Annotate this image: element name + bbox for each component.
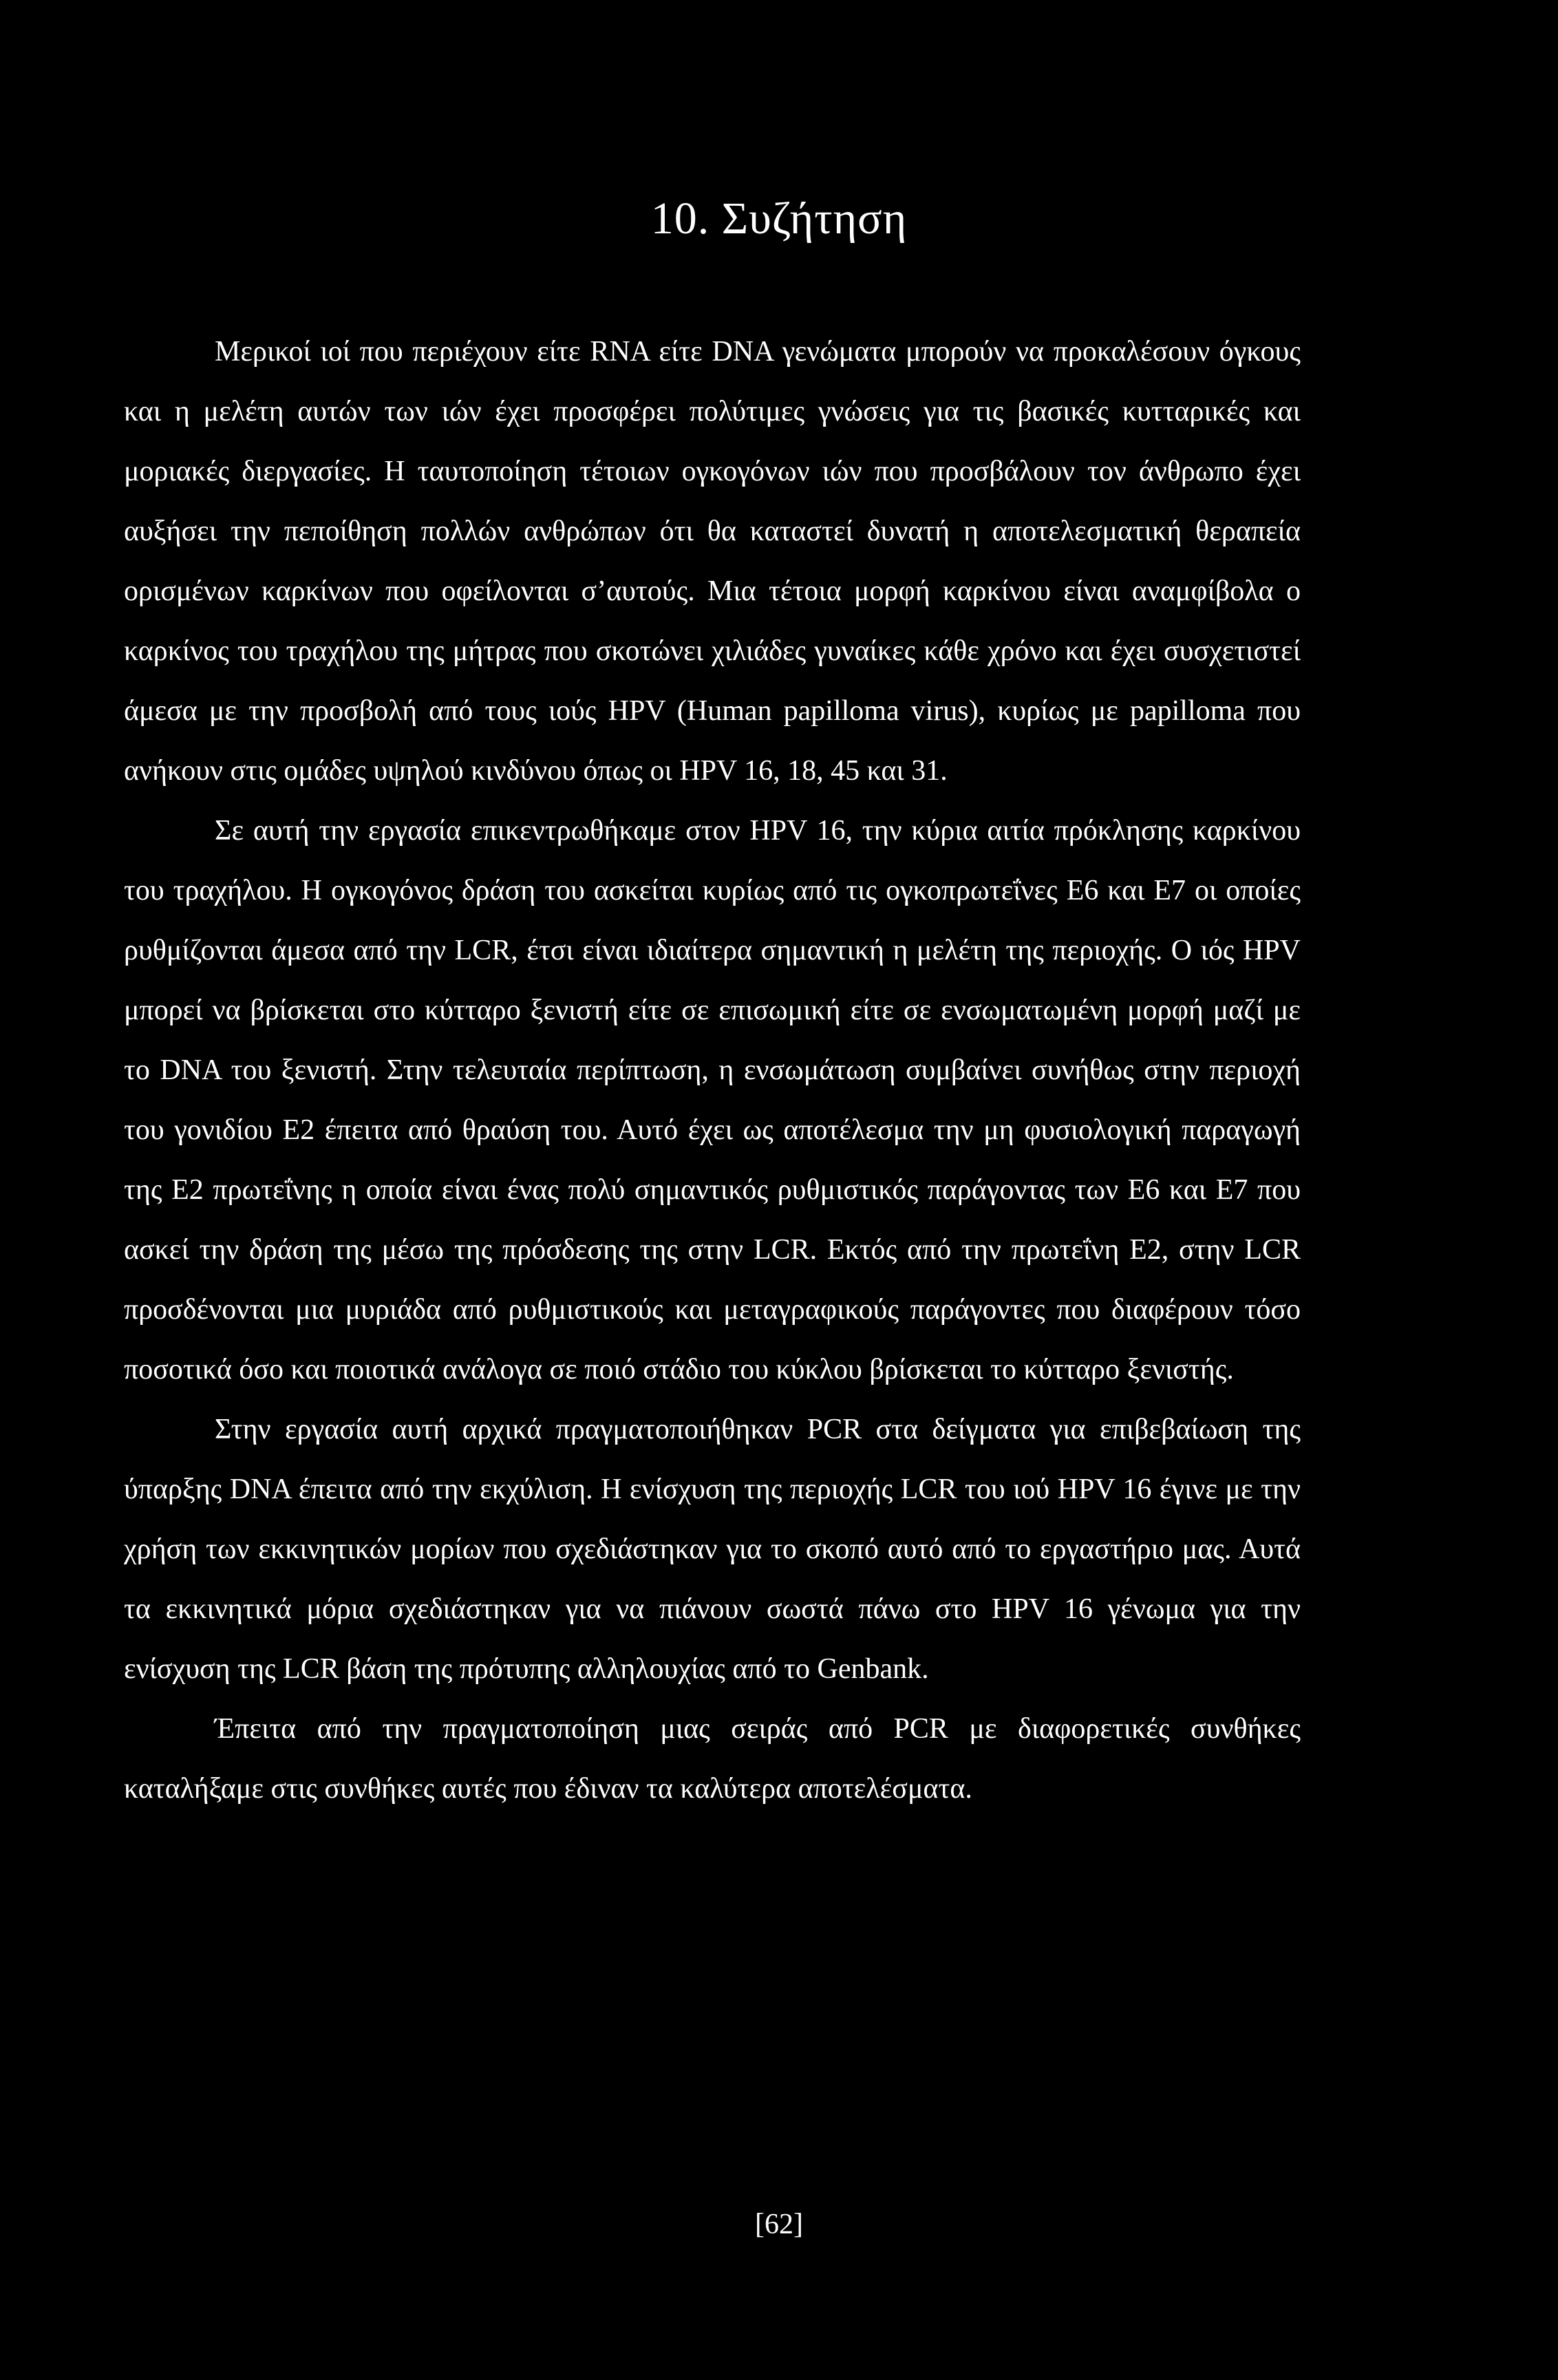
section-title: 10. Συζήτηση [650,193,908,244]
body-text [124,322,1301,1819]
paragraph-1: Μερικοί ιοί που περιέχουν είτε RNA είτε DNA γενώματα μπορούν να προκαλέσουν όγκους και η μελέτη αυτών των ιών έχει προσφέρει πολύτιμες γνώσεις για τις βασικές κυτταρικές και μοριακές διεργασίες. Η ταυτοποίηση τέτοιων ογκογόνων ιών που προσβάλουν τον άνθρωπο έχει αυξήσει την πεποίθηση πολλών ανθρώπων ότι θα καταστεί δυνατή η αποτελεσματική θεραπεία ορισμένων καρκίνων που οφείλονται σ’αυτούς. Μια τέτοια μορφή καρκίνου είναι αναμφίβολα ο καρκίνος του τραχήλου της μήτρας που σκοτώνει χιλιάδες γυναίκες κάθε χρόνο και έχει συσχετιστεί άμεσα με την προσβολή από τους ιούς HPV (Human papilloma virus), κυρίως με papilloma που ανήκουν στις ομάδες υψηλού κινδύνου όπως οι HPV 16, 18, 45 και 31. [124,336,1301,787]
paragraph-3: Στην εργασία αυτή αρχικά πραγματοποιήθηκαν PCR στα δείγματα για επιβεβαίωση της ύπαρξης DNA έπειτα από την εκχύλιση. Η ενίσχυση της περιοχής LCR του ιού HPV 16 έγινε με την χρήση των εκκινητικών μορίων που σχεδιάστηκαν για το σκοπό αυτό από το εργαστήριο μας. Αυτά τα εκκινητικά μόρια σχεδιάστηκαν για να πιάνουν σωστά πάνω στο HPV 16 γένωμα για την ενίσχυση της LCR βάση της πρότυπης αλληλουχίας από το Genbank. [124,1414,1301,1685]
paragraph-4: Έπειτα από την πραγματοποίηση μιας σειράς από PCR με διαφορετικές συνθήκες καταλήξαμε στις συνθήκες αυτές που έδιναν τα καλύτερα αποτελέσματα. [124,1713,1301,1805]
paragraph-2: Σε αυτή την εργασία επικεντρωθήκαμε στον HPV 16, την κύρια αιτία πρόκλησης καρκίνου του τραχήλου. Η ογκογόνος δράση του ασκείται κυρίως από τις ογκοπρωτεΐνες Ε6 και Ε7 οι οποίες ρυθμίζονται άμεσα από την LCR, έτσι είναι ιδιαίτερα σημαντική η μελέτη της περιοχής. Ο ιός HPV μπορεί να βρίσκεται στο κύτταρο ξενιστή είτε σε επισωμική είτε σε ενσωματωμένη μορφή μαζί με το DNA του ξενιστή. Στην τελευταία περίπτωση, η ενσωμάτωση συμβαίνει συνήθως στην περιοχή του γονιδίου Ε2 έπειτα από θραύση του. Αυτό έχει ως αποτέλεσμα την μη φυσιολογική παραγωγή της Ε2 πρωτεΐνης η οποία είναι ένας πολύ σημαντικός ρυθμιστικός παράγοντας των Ε6 και Ε7 που ασκεί την δράση της μέσω της πρόσδεσης της στην LCR. Εκτός από την πρωτεΐνη Ε2, στην LCR προσδένονται μια μυριάδα από ρυθμιστικούς και μεταγραφικούς παράγοντες που διαφέρουν τόσο ποσοτικά όσο και ποιοτικά ανάλογα σε ποιό στάδιο του κύκλου βρίσκεται το κύτταρο ξενιστής. [124,815,1301,1385]
page-number: [62] [755,2209,803,2240]
